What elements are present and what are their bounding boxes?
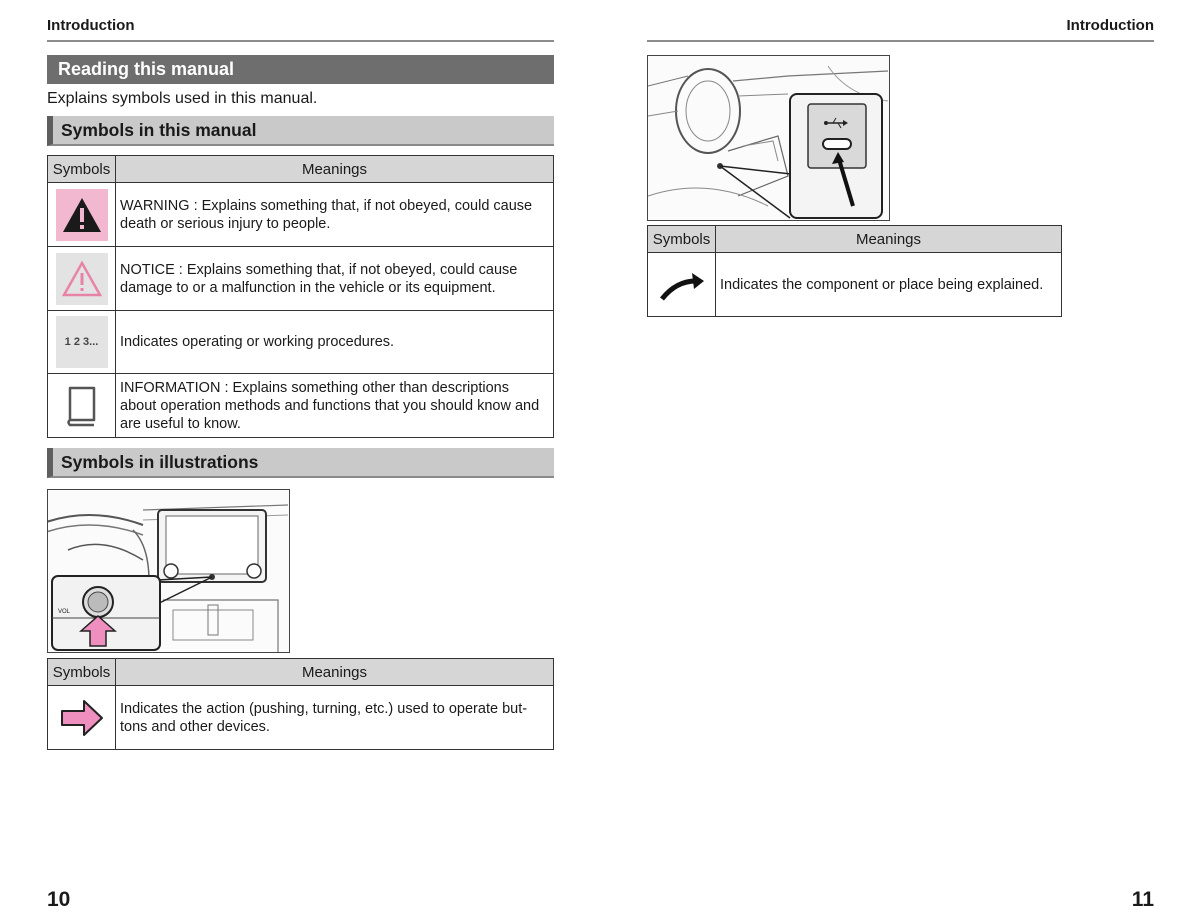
table-header-row	[48, 156, 554, 183]
section-heading-symbols-illustrations: Symbols in illustrations	[47, 448, 554, 478]
running-head: Introduction	[47, 17, 135, 34]
warning-icon	[56, 189, 108, 241]
row-meaning: WARNING : Explains something that, if not obeyed, could cause death or serious injury to people.	[116, 183, 554, 247]
left-page	[47, 0, 554, 921]
table-header-row	[48, 659, 554, 686]
pink-arrow-icon	[56, 692, 108, 744]
table-row	[48, 686, 554, 750]
row-meaning: Indicates the action (pushing, turning, etc.) used to operate but-tons and other devices.	[116, 686, 554, 750]
steps-icon: 1 2 3...	[56, 316, 108, 368]
header-rule	[647, 40, 1154, 42]
row-meaning: NOTICE : Explains something that, if not obeyed, could cause damage to or a malfunction in the vehicle or its equipment.	[116, 247, 554, 311]
symbols-table	[47, 155, 554, 438]
right-page	[647, 0, 1154, 921]
table-row	[48, 183, 554, 247]
col-header-symbols: Symbols	[48, 659, 116, 686]
table-row	[48, 247, 554, 311]
running-head: Introduction	[1066, 17, 1154, 34]
page-number: 10	[47, 888, 71, 911]
table-header-row	[648, 226, 1062, 253]
section-heading-symbols-manual: Symbols in this manual	[47, 116, 554, 146]
row-meaning: INFORMATION : Explains something other than descriptions about operation methods and functions that you should know and are useful to know.	[116, 374, 554, 438]
illustration-symbols-table	[47, 658, 554, 750]
dashboard-illustration	[47, 489, 290, 653]
page-number: 11	[1131, 888, 1154, 911]
pointer-arrow-icon	[656, 259, 708, 311]
page-title: Reading this manual	[47, 55, 554, 84]
table-row	[48, 374, 554, 438]
vol-label: VOL	[58, 609, 71, 615]
header-rule	[47, 40, 554, 42]
col-header-meanings: Meanings	[116, 156, 554, 183]
row-meaning: Indicates the component or place being explained.	[716, 253, 1062, 317]
notice-icon	[56, 253, 108, 305]
console-drawing	[648, 56, 890, 221]
col-header-symbols: Symbols	[648, 226, 716, 253]
intro-text: Explains symbols used in this manual.	[47, 90, 318, 107]
book-icon	[56, 380, 108, 432]
col-header-symbols: Symbols	[48, 156, 116, 183]
dashboard-drawing	[48, 490, 290, 653]
table-row	[48, 311, 554, 374]
col-header-meanings: Meanings	[116, 659, 554, 686]
table-row	[648, 253, 1062, 317]
pointer-symbols-table	[647, 225, 1062, 317]
console-illustration	[647, 55, 890, 221]
row-meaning: Indicates operating or working procedures.	[116, 311, 554, 374]
col-header-meanings: Meanings	[716, 226, 1062, 253]
